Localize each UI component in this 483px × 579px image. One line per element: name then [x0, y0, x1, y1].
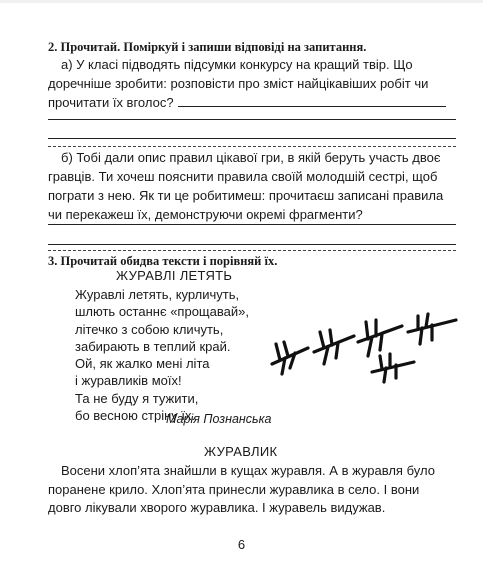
- poem-line: шлють останнє «прощавай»,: [75, 304, 249, 320]
- poem-text: [75, 286, 249, 424]
- task-2a-line-2: доречніше зробити: розповісти про зміст найцікавіших робіт чи: [48, 76, 429, 91]
- task-2b-line-1: б) Тобі дали опис правил цікавої гри, в якій беруть участь двоє: [61, 150, 441, 165]
- story-line-1: Восени хлоп’ята знайшли в кущах журавля. А в журавля було: [61, 463, 435, 478]
- section-divider: [48, 250, 456, 251]
- task-2b-line-3: пограти з нею. Як ти це робитимеш: прочитаєш записані правила: [48, 188, 444, 203]
- task-2a-text: [48, 55, 456, 112]
- page-number: 6: [237, 537, 246, 552]
- poem-line: Ой, як жалко мені літа: [75, 356, 210, 372]
- task-2b-text: [48, 148, 456, 224]
- story-line-3: довго лікували хворого журавлика. І журавель видужав.: [48, 500, 386, 515]
- poem-line: і журавликів моїх!: [75, 373, 182, 389]
- crane-icon: [408, 314, 456, 344]
- cranes-illustration: [268, 312, 463, 384]
- poem-line: забирають в теплий край.: [75, 338, 231, 354]
- poem-line: Та не буду я тужити,: [75, 390, 199, 406]
- story-text: [48, 462, 456, 518]
- poem-line: бо весною стріну їх.: [75, 408, 196, 424]
- poem-title: ЖУРАВЛІ ЛЕТЯТЬ: [116, 268, 233, 283]
- poem-line: Журавлі летять, курличуть,: [75, 287, 240, 302]
- crane-icon: [272, 342, 308, 374]
- poem-line: літечко з собою кличуть,: [75, 321, 224, 337]
- task-2b-line-2: гравців. Ти хочеш пояснити правила своїй молодшій сестрі, щоб: [48, 169, 438, 184]
- answer-line-a-1[interactable]: [48, 119, 456, 120]
- story-title: ЖУРАВЛИК: [204, 444, 278, 459]
- top-edge: [0, 0, 483, 3]
- answer-line-b-1[interactable]: [48, 224, 456, 225]
- task-2a-line-3: прочитати їх вголос?: [48, 95, 174, 110]
- crane-icon: [314, 330, 354, 364]
- task-2b-line-4: чи перекажеш їх, демонструючи окремі фрагменти?: [48, 207, 363, 222]
- task-3-title: 3. Прочитай обидва тексти і порівняй їх.: [48, 254, 278, 268]
- task-2-title: 2. Прочитай. Поміркуй і запиши відповіді на запитання.: [48, 40, 367, 54]
- task-2a-line-1: а) У класі підводять підсумки конкурсу на кращий твір. Що: [61, 57, 413, 72]
- poem-author: Марія Познанська: [166, 412, 272, 426]
- answer-line-a-2[interactable]: [48, 138, 456, 139]
- answer-line-b-2[interactable]: [48, 244, 456, 245]
- story-line-2: поранене крило. Хлоп’ята принесли журавлика в село. І вони: [48, 481, 420, 497]
- section-divider: [48, 146, 456, 147]
- crane-icon: [372, 354, 414, 382]
- answer-line-inline-a[interactable]: [178, 105, 446, 107]
- crane-icon: [358, 320, 402, 356]
